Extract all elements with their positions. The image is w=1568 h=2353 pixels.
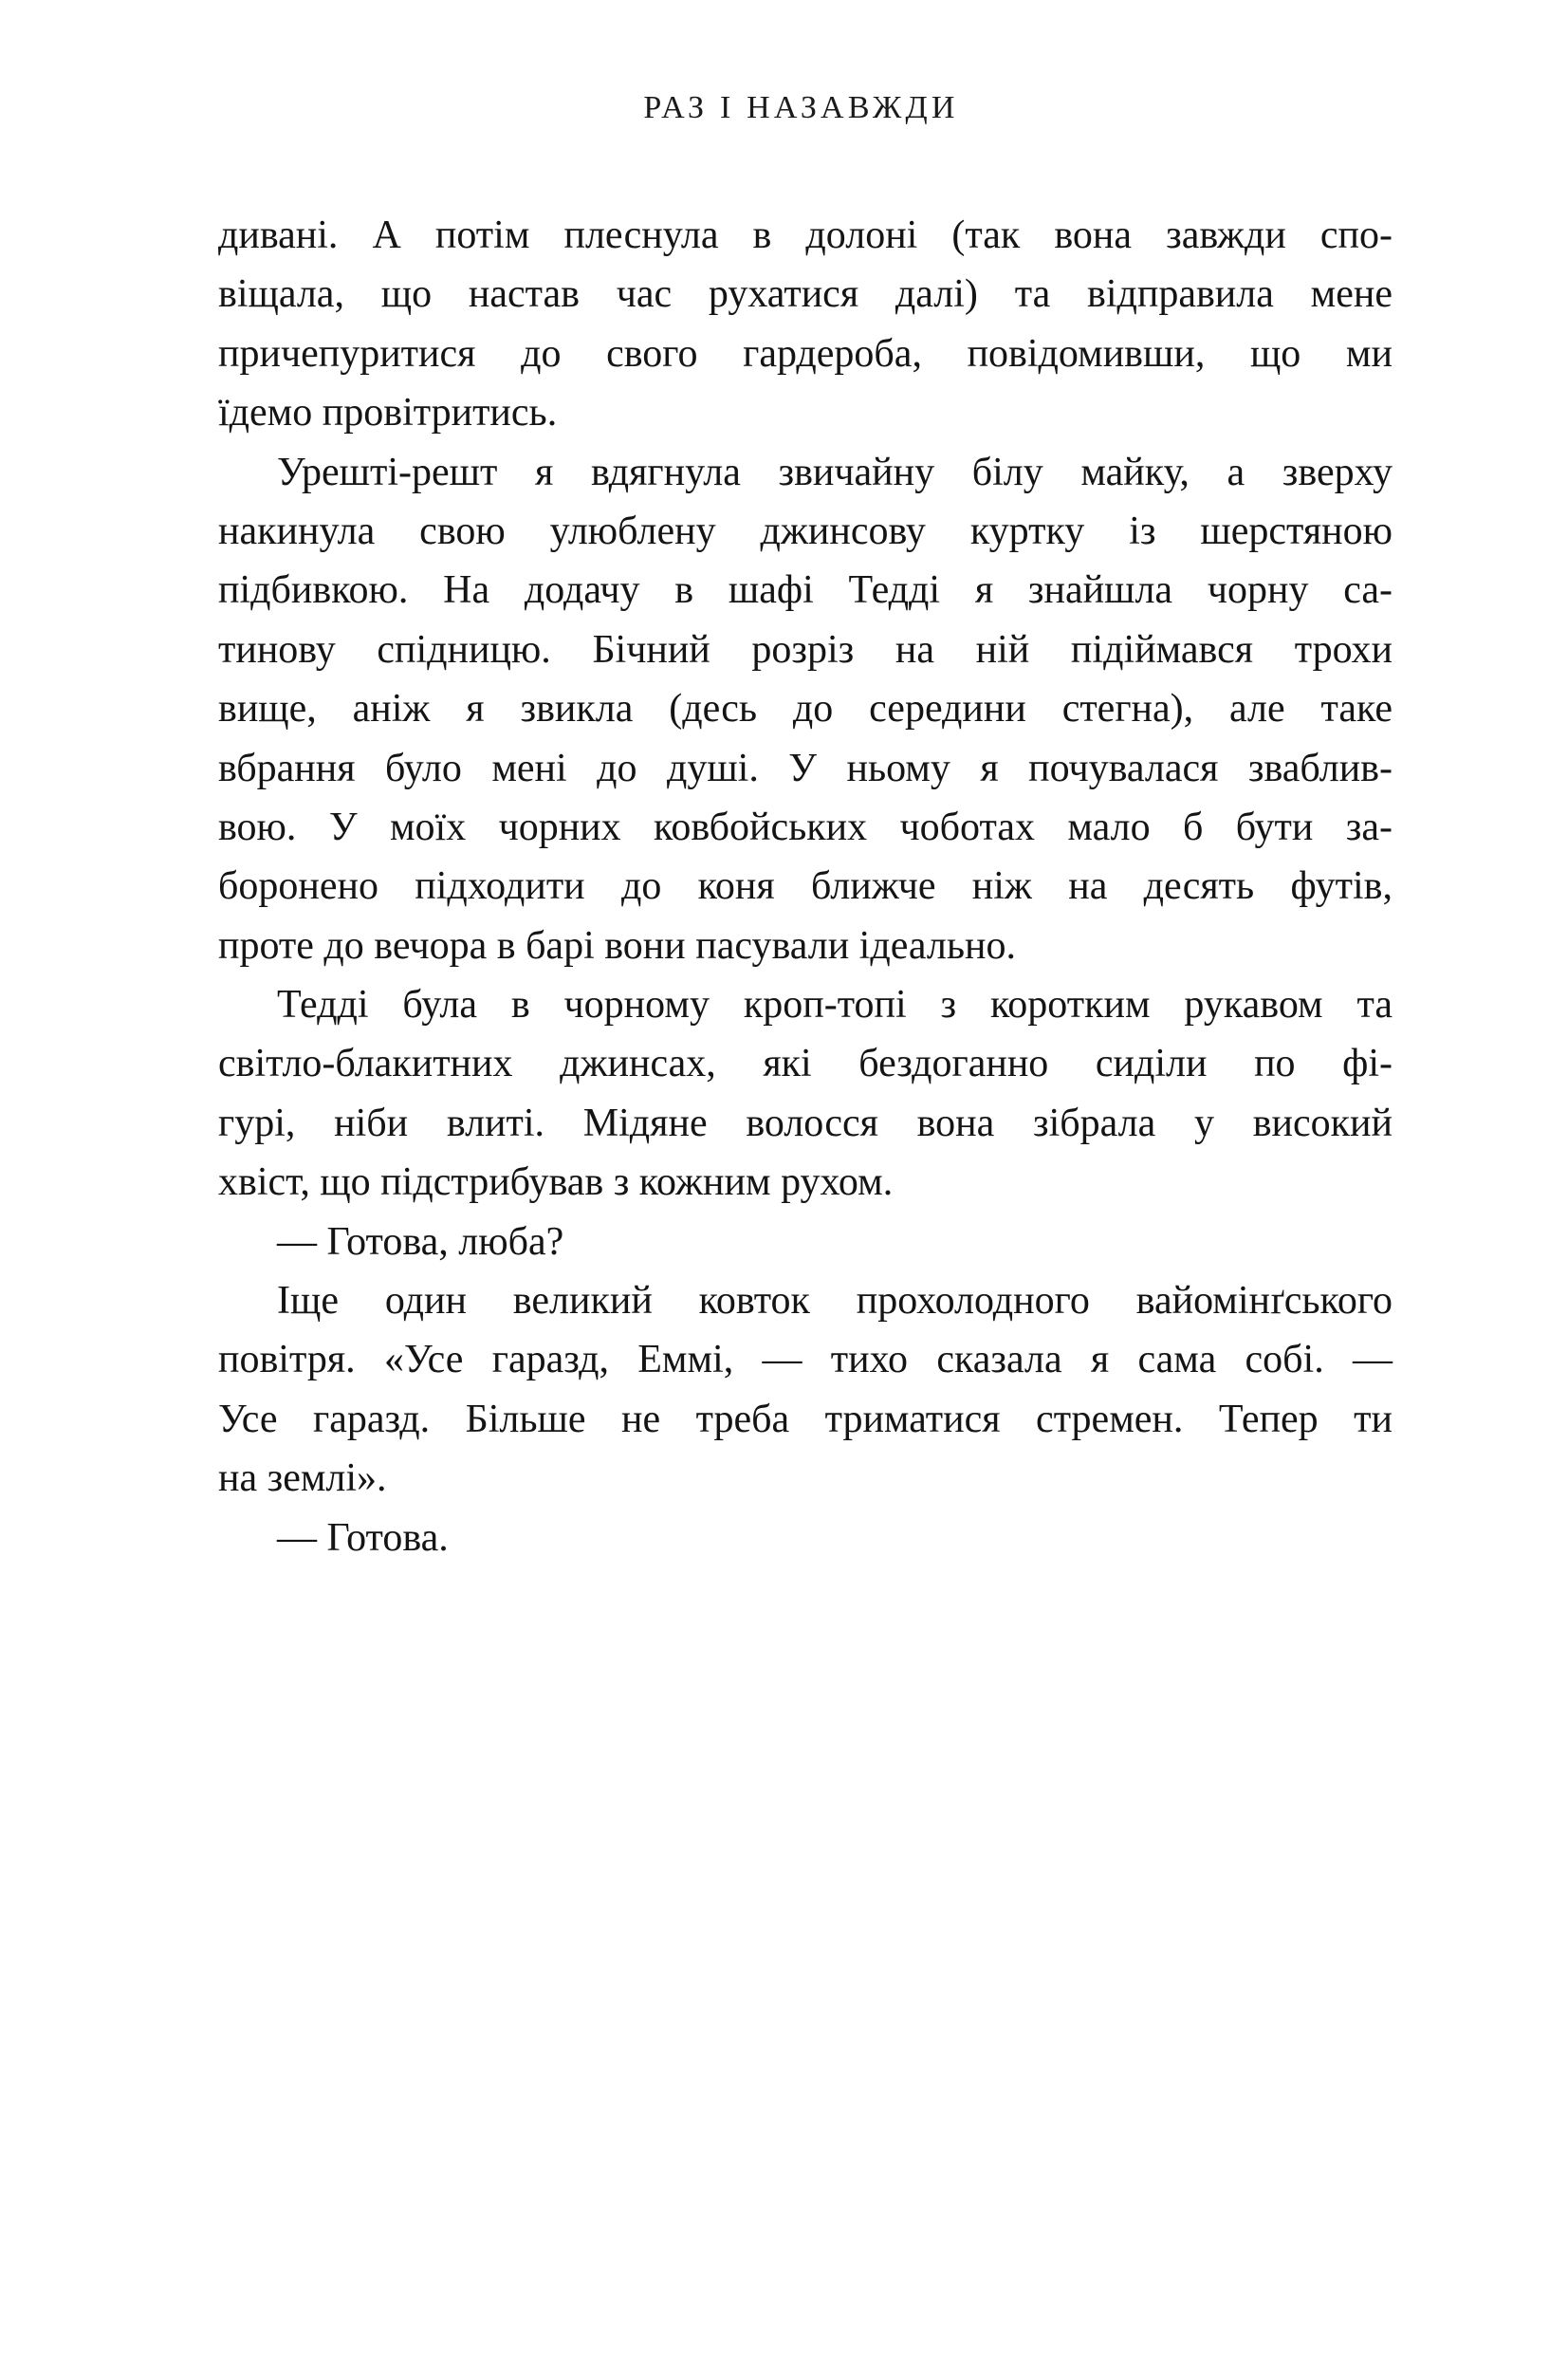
text-line: Тедді була в чорному кроп-топі з коротким рукавом та [277,983,1393,1028]
dialogue-line [218,1213,1393,1271]
dialogue-line [218,1509,1393,1567]
text-line: світло-блакитних джинсах, які бездоганно сиділи по фі- [218,1042,1393,1086]
paragraph [218,443,1393,976]
paragraph [218,1271,1393,1509]
text-line: вбрання було мені до душі. У ньому я почувалася зваблив- [218,746,1393,790]
text-line: вище, аніж я звикла (десь до середини стегна), але таке [218,687,1393,732]
paragraph [218,206,1393,443]
text-line: причепуритися до свого гардероба, повідомивши, що ми [218,331,1393,376]
text-line: підбивкою. На додачу в шафі Тедді я знайшла чорну са- [218,568,1393,613]
text-line: хвіст, що підстрибував з кожним рухом. [218,1160,894,1205]
text-line: гурі, ніби влиті. Мідяне волосся вона зібрала у високий [218,1101,1393,1145]
text-line: вою. У моїх чорних ковбойських чоботах мало б бути за- [218,805,1393,849]
text-line: Усе гаразд. Більше не треба триматися стремен. Тепер ти [218,1397,1393,1441]
text-line: накинула свою улюблену джинсову куртку із шерстяною [218,509,1393,553]
text-line: тинову спідницю. Бічний розріз на ній підіймався трохи [218,627,1393,672]
page-body [218,206,1393,1567]
text-line: — Готова, люба? [277,1219,564,1264]
text-line: боронено підходити до коня ближче ніж на десять футів, [218,864,1393,909]
paragraph [218,975,1393,1213]
text-line: віщала, що настав час рухатися далі) та відправила мене [218,272,1393,317]
text-line: на землі». [218,1456,387,1501]
text-line: їдемо провітритись. [218,391,558,435]
text-line: проте до вечора в барі вони пасували ідеально. [218,923,1016,968]
text-line: — Готова. [277,1515,449,1560]
text-line: повітря. «Усе гаразд, Еммі, — тихо сказала я сама собі. — [218,1338,1393,1382]
text-line: Урешті-решт я вдягнула звичайну білу майку, а зверху [277,450,1393,494]
text-line: Іще один великий ковток прохолодного вайомінґського [277,1279,1393,1324]
running-header: РАЗ І НАЗАВЖДИ [643,90,959,125]
text-line: дивані. А потім плеснула в долоні (так вона завжди спо- [218,213,1393,257]
